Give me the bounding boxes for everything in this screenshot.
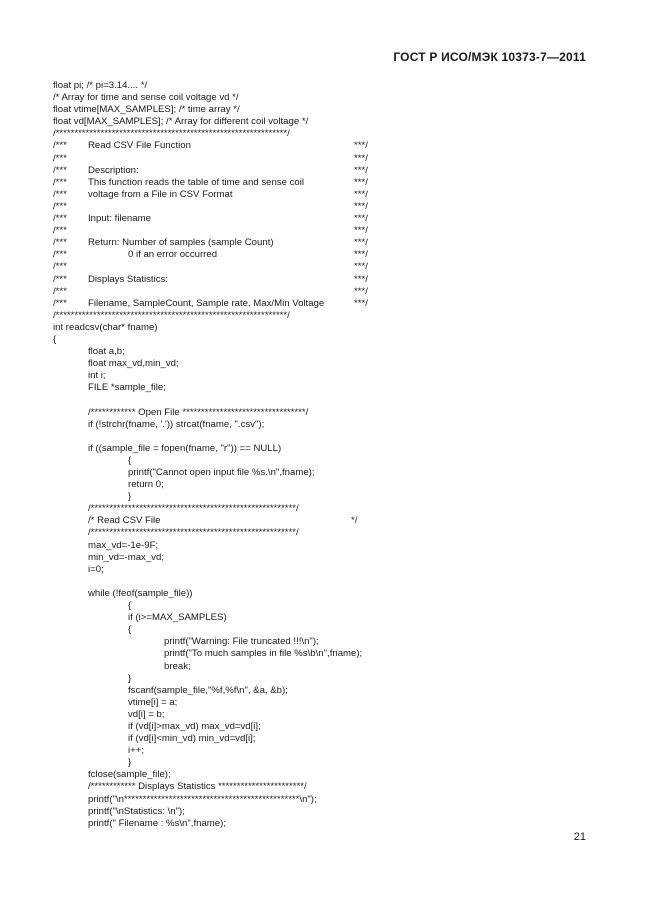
comment-text: Filename, SampleCount, Sample rate, Max/Min Voltage [88, 297, 325, 309]
comment-end: ***/ [354, 188, 368, 200]
code-line [53, 794, 593, 806]
code-text: /*** [53, 213, 67, 225]
code-line [53, 370, 593, 382]
code-text: /* Array for time and sense coil voltage vd */ [53, 92, 239, 104]
code-text: /*** [53, 188, 67, 200]
comment-end: ***/ [354, 249, 368, 261]
code-text: /*** [53, 200, 67, 212]
code-line [53, 201, 593, 213]
code-text: fclose(sample_file); [88, 769, 171, 781]
code-text: /* Read CSV File [88, 515, 161, 527]
code-listing [53, 80, 593, 830]
code-line [53, 431, 593, 443]
code-text: if (vd[i]<min_vd) min_vd=vd[i]; [128, 733, 256, 745]
comment-end: ***/ [354, 273, 368, 285]
code-line [53, 818, 593, 830]
code-line [53, 116, 593, 128]
code-line [53, 540, 593, 552]
code-line [53, 661, 593, 673]
code-text: int readcsv(char* fname) [53, 321, 158, 333]
code-line [53, 419, 593, 431]
code-line [53, 334, 593, 346]
code-line [53, 612, 593, 624]
code-text: float max_vd,min_vd; [88, 358, 179, 370]
code-line [53, 407, 593, 419]
code-line [53, 189, 593, 201]
code-line [53, 552, 593, 564]
code-text: int i; [88, 370, 106, 382]
code-text: vd[i] = b; [128, 708, 165, 720]
comment-text: Displays Statistics: [88, 273, 168, 285]
code-text: break; [164, 660, 191, 672]
code-text: while (!feof(sample_file)) [88, 587, 193, 599]
code-line [53, 382, 593, 394]
code-text: float vtime[MAX_SAMPLES]; /* time array */ [53, 104, 240, 116]
code-line [53, 153, 593, 165]
code-text: printf(" Filename : %s\n",fname); [88, 817, 226, 829]
code-text: float a,b; [88, 346, 125, 358]
code-text: min_vd=-max_vd; [88, 551, 164, 563]
comment-end: */ [351, 515, 358, 527]
code-text: printf("To much samples in file %s\b\n",fname); [164, 648, 363, 660]
code-text: /**************************************************************/ [53, 128, 290, 140]
code-line [53, 177, 593, 189]
comment-end: ***/ [354, 200, 368, 212]
code-text: /*** [53, 249, 67, 261]
comment-end: ***/ [354, 261, 368, 273]
code-text: } [128, 491, 132, 503]
standard-header: ГОСТ Р ИСО/МЭК 10373-7—2011 [393, 50, 586, 64]
code-line [53, 515, 593, 527]
code-text: /*** [53, 152, 67, 164]
code-line [53, 781, 593, 793]
code-text: } [128, 672, 132, 684]
code-text: /*** [53, 285, 67, 297]
comment-text: This function reads the table of time and sense coil [88, 176, 304, 188]
code-line [53, 673, 593, 685]
code-line [53, 165, 593, 177]
code-line [53, 261, 593, 273]
code-text: i++; [128, 745, 145, 757]
code-line [53, 298, 593, 310]
code-line [53, 503, 593, 515]
code-text: /*** [53, 164, 67, 176]
code-line [53, 757, 593, 769]
comment-end: ***/ [354, 225, 368, 237]
code-text: if (vd[i]>max_vd) max_vd=vd[i]; [128, 720, 261, 732]
code-line [53, 745, 593, 757]
code-line [53, 491, 593, 503]
code-line [53, 600, 593, 612]
comment-end: ***/ [354, 237, 368, 249]
code-text: fscanf(sample_file,"%f,%f\n", &a, &b); [128, 684, 288, 696]
code-line [53, 104, 593, 116]
comment-end: ***/ [354, 285, 368, 297]
comment-end: ***/ [354, 213, 368, 225]
code-text: printf("\nStatistics: \n"); [88, 805, 185, 817]
code-text: /*** [53, 140, 67, 152]
comment-end: ***/ [354, 164, 368, 176]
code-line [53, 310, 593, 322]
code-line [53, 479, 593, 491]
code-text: /*** [53, 297, 67, 309]
code-text: if (!strchr(fname, '.')) strcat(fname, ".csv"); [88, 418, 265, 430]
code-text: /*** [53, 176, 67, 188]
code-text: printf("\n***********************************************\n"); [88, 793, 317, 805]
code-line [53, 225, 593, 237]
comment-end: ***/ [354, 152, 368, 164]
code-text: i=0; [88, 563, 104, 575]
code-line [53, 286, 593, 298]
code-line [53, 322, 593, 334]
comment-text: Description: [88, 164, 139, 176]
code-text: if ((sample_file = fopen(fname, "r")) == NULL) [88, 442, 282, 454]
code-text: } [128, 757, 132, 769]
code-line [53, 721, 593, 733]
code-text: /**************************************************************/ [53, 309, 290, 321]
code-line [53, 467, 593, 479]
code-text: /************ Displays Statistics ***********************/ [88, 781, 307, 793]
comment-text: 0 if an error occurred [128, 249, 218, 261]
comment-end: ***/ [354, 176, 368, 188]
code-line [53, 346, 593, 358]
comment-text: voltage from a File in CSV Format [88, 188, 233, 200]
code-line [53, 443, 593, 455]
code-text: /************ Open File *********************************/ [88, 406, 309, 418]
code-text: { [128, 454, 132, 466]
code-line [53, 455, 593, 467]
code-line [53, 249, 593, 261]
code-line [53, 92, 593, 104]
code-text: { [53, 333, 57, 345]
code-line [53, 564, 593, 576]
code-line [53, 685, 593, 697]
code-line [53, 128, 593, 140]
code-line [53, 140, 593, 152]
code-line [53, 80, 593, 92]
comment-text: Return: Number of samples (sample Count) [88, 237, 274, 249]
code-text: FILE *sample_file; [88, 382, 166, 394]
code-text: max_vd=-1e-9F; [88, 539, 159, 551]
comment-text: Read CSV File Function [88, 140, 191, 152]
code-line [53, 394, 593, 406]
code-text: /*** [53, 261, 67, 273]
code-text: return 0; [128, 479, 164, 491]
code-line [53, 697, 593, 709]
comment-end: ***/ [354, 297, 368, 309]
code-line [53, 274, 593, 286]
code-line [53, 709, 593, 721]
code-text: float pi; /* pi=3.14.... */ [53, 80, 148, 91]
code-line [53, 624, 593, 636]
code-line [53, 806, 593, 818]
code-line [53, 213, 593, 225]
code-text: printf("Cannot open input file %s.\n",fname); [128, 467, 315, 478]
code-line [53, 733, 593, 745]
code-text: { [128, 600, 132, 612]
code-text: /*** [53, 237, 67, 249]
code-text: /*******************************************************/ [88, 527, 299, 539]
comment-end: ***/ [354, 140, 368, 152]
code-text: printf("Warning: File truncated !!!\n"); [164, 636, 319, 648]
code-text: /*** [53, 225, 67, 237]
code-line [53, 527, 593, 539]
code-text: float vd[MAX_SAMPLES]; /* Array for different coil voltage */ [53, 116, 309, 128]
code-text: /*** [53, 273, 67, 285]
page-number: 21 [573, 831, 586, 843]
code-text: { [128, 624, 132, 636]
code-line [53, 576, 593, 588]
code-line [53, 769, 593, 781]
code-text: vtime[i] = a; [128, 696, 178, 708]
code-text: /*******************************************************/ [88, 503, 299, 515]
code-text: if (i>=MAX_SAMPLES) [128, 612, 227, 624]
code-line [53, 237, 593, 249]
comment-text: Input: filename [88, 213, 151, 225]
code-line [53, 588, 593, 600]
code-line [53, 636, 593, 648]
code-line [53, 648, 593, 660]
code-line [53, 358, 593, 370]
